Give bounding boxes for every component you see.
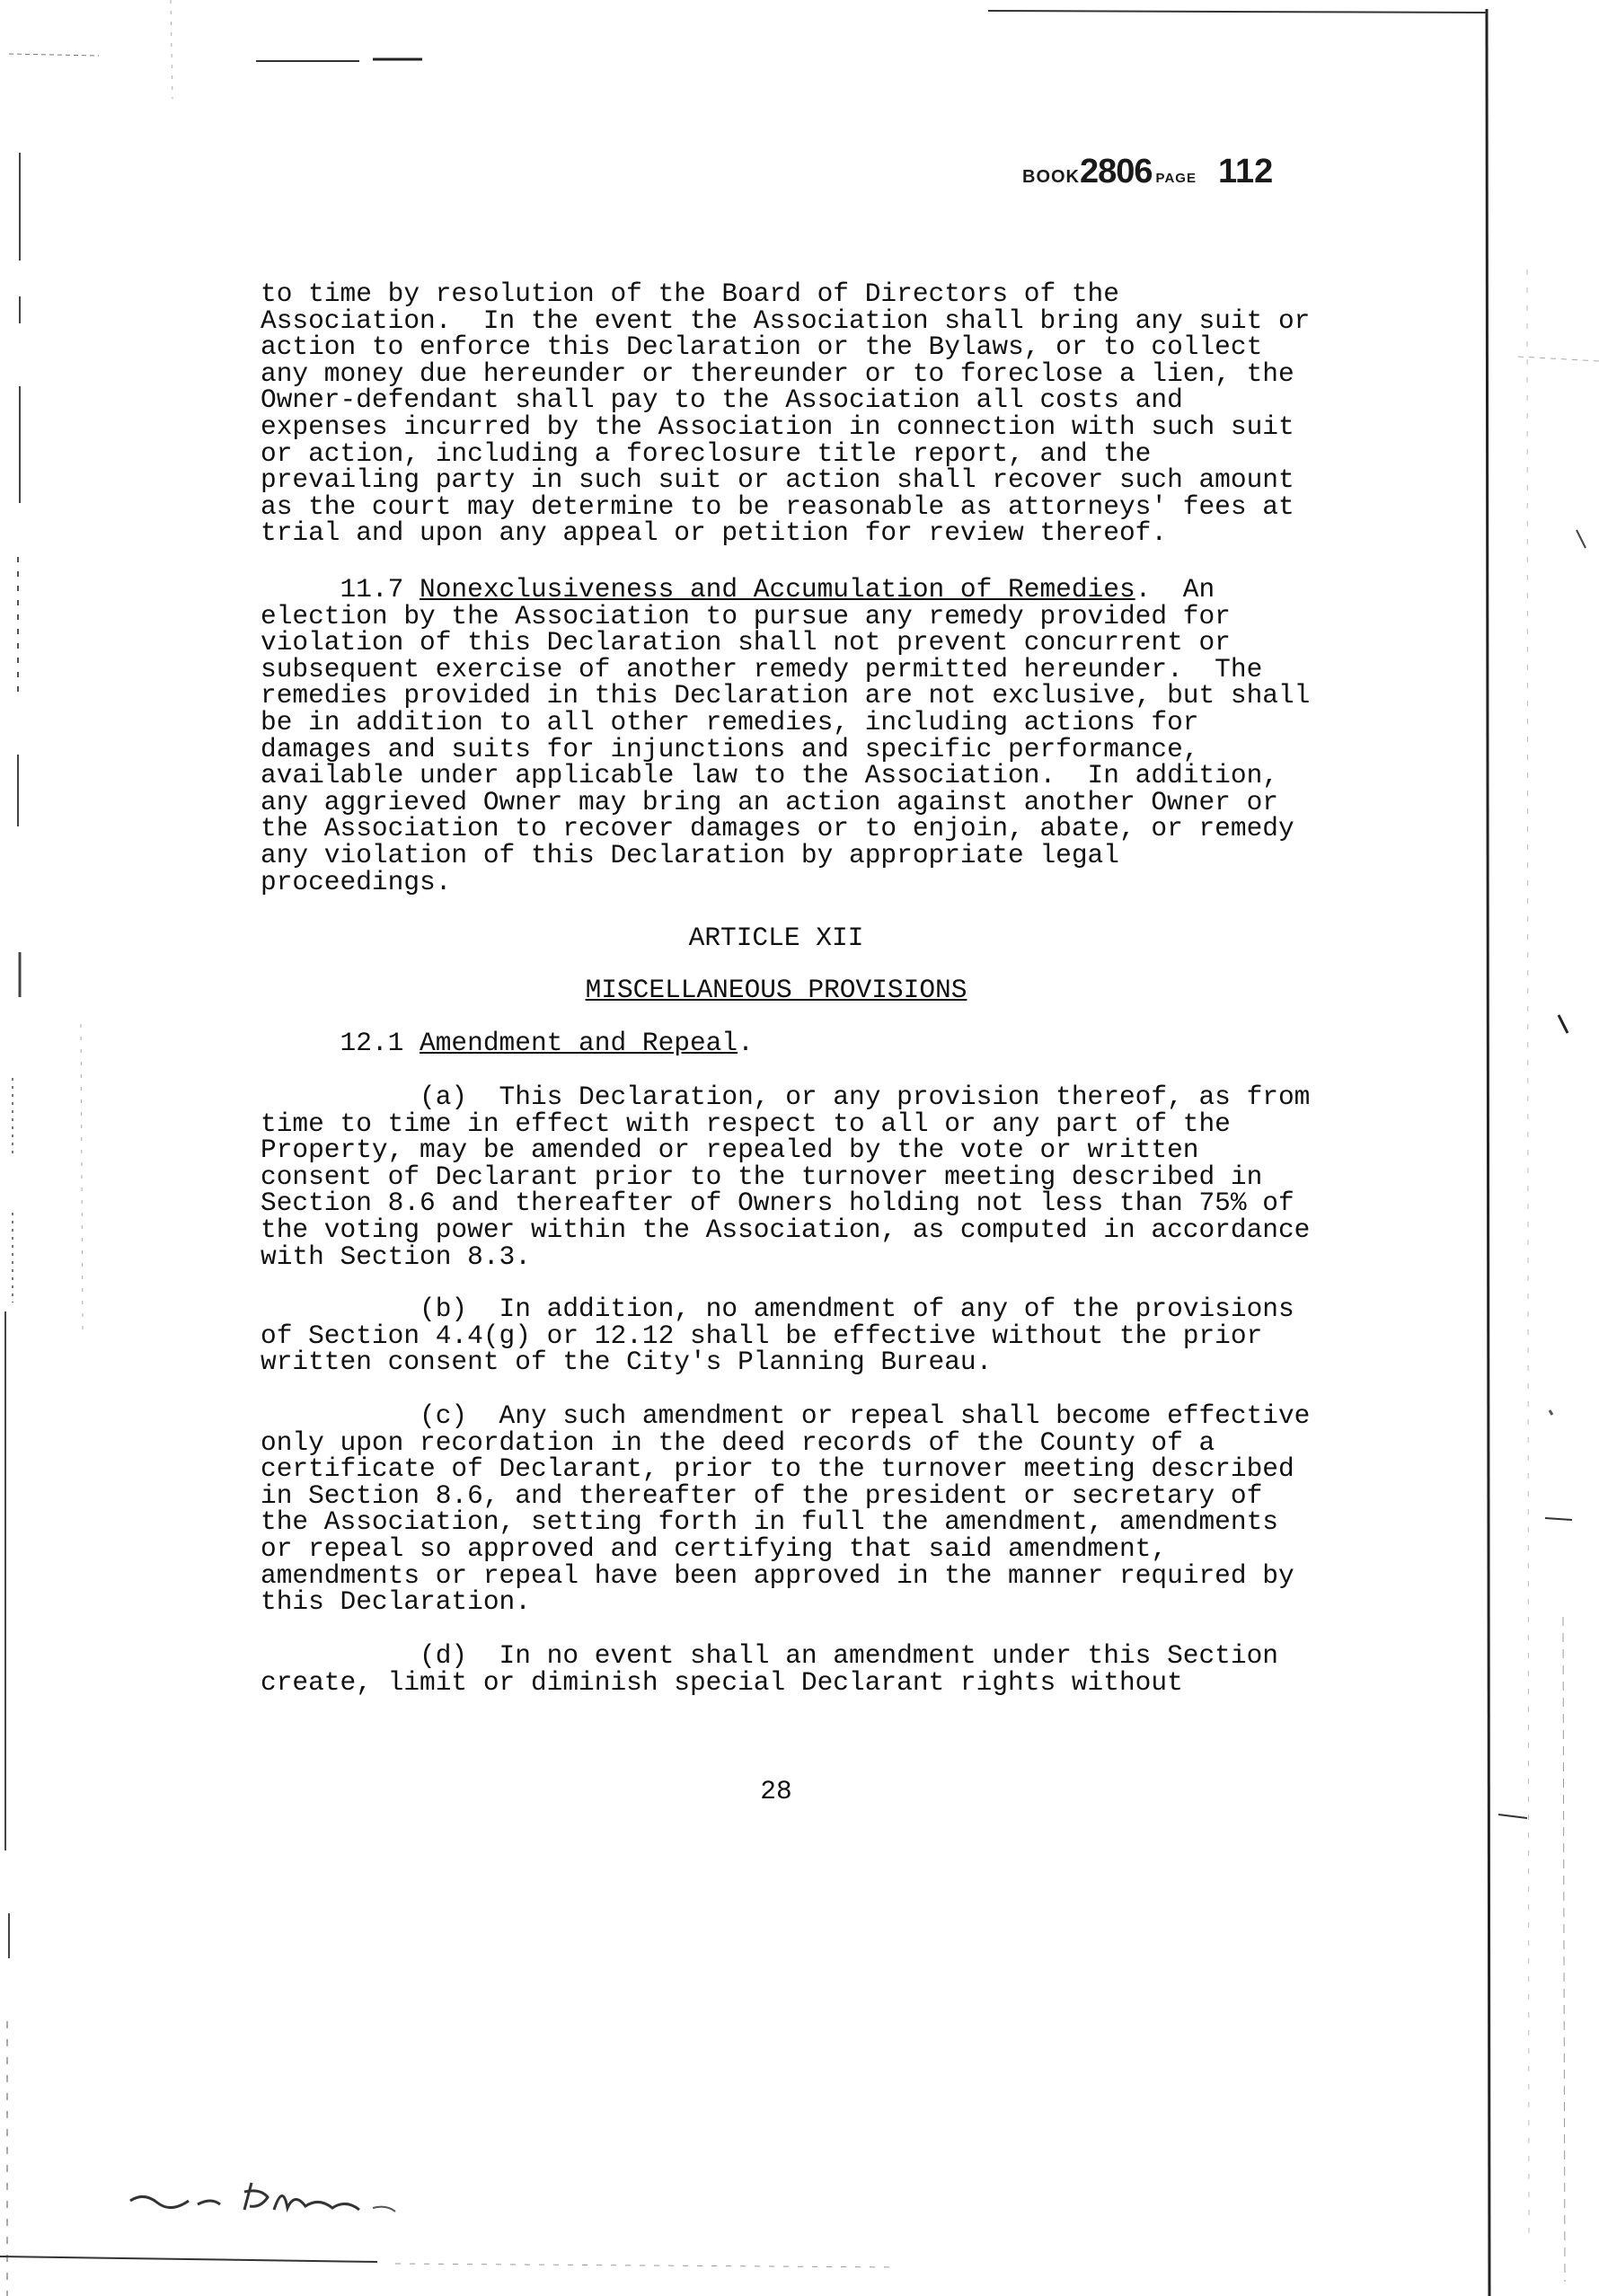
recorder-page-number: 112: [1217, 153, 1274, 190]
text-line: trial and upon any appeal or petition for review thereof.: [261, 517, 1168, 549]
text-line: only upon recordation in the deed records of the County of a: [261, 1426, 1215, 1458]
text-line: any violation of this Declaration by appropriate legal: [261, 839, 1119, 870]
book-label: BOOK: [1022, 167, 1080, 187]
text-line: subsequent exercise of another remedy permitted hereunder. The: [261, 653, 1263, 684]
text-line: be in addition to all other remedies, including actions for: [261, 706, 1199, 737]
article-subtitle: MISCELLANEOUS PROVISIONS: [585, 975, 967, 1005]
text-line: in Section 8.6, and thereafter of the president or secretary of: [261, 1479, 1263, 1511]
text-line: certificate of Declarant, prior to the turnover meeting described: [261, 1453, 1294, 1485]
text-line: to time by resolution of the Board of Directors of the: [261, 278, 1119, 309]
text-line: proceedings.: [261, 866, 452, 897]
text-line: Owner-defendant shall pay to the Association all costs and: [261, 384, 1183, 416]
text-line: (c) Any such amendment or repeal shall become effective: [261, 1400, 1311, 1431]
subsection-d: [261, 1640, 1338, 1698]
text-line: the Association to recover damages or to enjoin, abate, or remedy: [261, 813, 1294, 844]
text-line: the Association, setting forth in full the amendment, amendments: [261, 1506, 1278, 1538]
text-line: (a) This Declaration, or any provision thereof, as from: [261, 1082, 1311, 1112]
text-line: written consent of the City's Planning Bureau.: [261, 1347, 993, 1378]
section-11-7: [261, 574, 1338, 897]
page-number: 28: [760, 1776, 792, 1806]
subsection-c: [261, 1400, 1338, 1618]
text-line: the voting power within the Association, as computed in accordance: [261, 1214, 1311, 1245]
section-number: 11.7: [340, 574, 404, 605]
subsection-b: [261, 1296, 1338, 1376]
section-number: 12.1: [340, 1028, 404, 1058]
text-line: violation of this Declaration shall not prevent concurrent or: [261, 627, 1231, 658]
text-line: create, limit or diminish special Declarant rights without: [261, 1666, 1183, 1698]
page-label: PAGE: [1155, 171, 1197, 186]
text-line: remedies provided in this Declaration are not exclusive, but shall: [261, 680, 1311, 711]
text-line: or repeal so approved and certifying that said amendment,: [261, 1532, 1168, 1564]
article-subtitle-wrap: [261, 977, 1292, 1004]
text-line: or action, including a foreclosure title report, and the: [261, 437, 1152, 469]
text-line: damages and suits for injunctions and specific performance,: [261, 733, 1199, 764]
paragraph-attorneys-fees: [261, 278, 1338, 549]
text-line: of Section 4.4(g) or 12.12 shall be effective without the prior: [261, 1320, 1263, 1351]
book-number: 2806: [1080, 153, 1153, 190]
book-page-stamp: [1022, 153, 1273, 191]
text-line: .: [738, 1028, 754, 1058]
text-line: available under applicable law to the Association. In addition,: [261, 760, 1278, 791]
text-line: (d) In no event shall an amendment under this Section: [261, 1640, 1278, 1671]
text-line: as the court may determine to be reasonable as attorneys' fees at: [261, 490, 1294, 522]
text-line: election by the Association to pursue any remedy provided for: [261, 600, 1231, 631]
article-title: ARTICLE XII: [688, 923, 864, 953]
text-line: this Declaration.: [261, 1586, 531, 1618]
subsection-a: [261, 1084, 1338, 1270]
text-line: amendments or repeal have been approved in the manner required by: [261, 1559, 1294, 1591]
text-line: prevailing party in such suit or action shall recover such amount: [261, 464, 1294, 496]
handwritten-initials-icon: [126, 2165, 413, 2246]
text-line: (b) In addition, no amendment of any of the provisions: [261, 1294, 1294, 1324]
text-line: Association. In the event the Association shall bring any suit or: [261, 305, 1311, 336]
text-line: action to enforce this Declaration or the Bylaws, or to collect: [261, 331, 1263, 363]
text-line: Section 8.6 and thereafter of Owners holding not less than 75% of: [261, 1188, 1294, 1219]
section-heading: Amendment and Repeal: [420, 1028, 738, 1058]
section-heading: Nonexclusiveness and Accumulation of Remedies: [420, 574, 1135, 605]
section-12-1: [261, 1030, 1338, 1057]
text-line: any money due hereunder or thereunder or to foreclose a lien, the: [261, 358, 1294, 389]
text-line: expenses incurred by the Association in connection with such suit: [261, 411, 1294, 442]
text-line: consent of Declarant prior to the turnover meeting described in: [261, 1161, 1263, 1192]
text-line: time to time in effect with respect to all or any part of the: [261, 1108, 1231, 1139]
text-line: with Section 8.3.: [261, 1241, 531, 1272]
text-line: Property, may be amended or repealed by the vote or written: [261, 1135, 1199, 1166]
text-line: . An: [1135, 574, 1215, 605]
text-line: any aggrieved Owner may bring an action against another Owner or: [261, 786, 1278, 817]
